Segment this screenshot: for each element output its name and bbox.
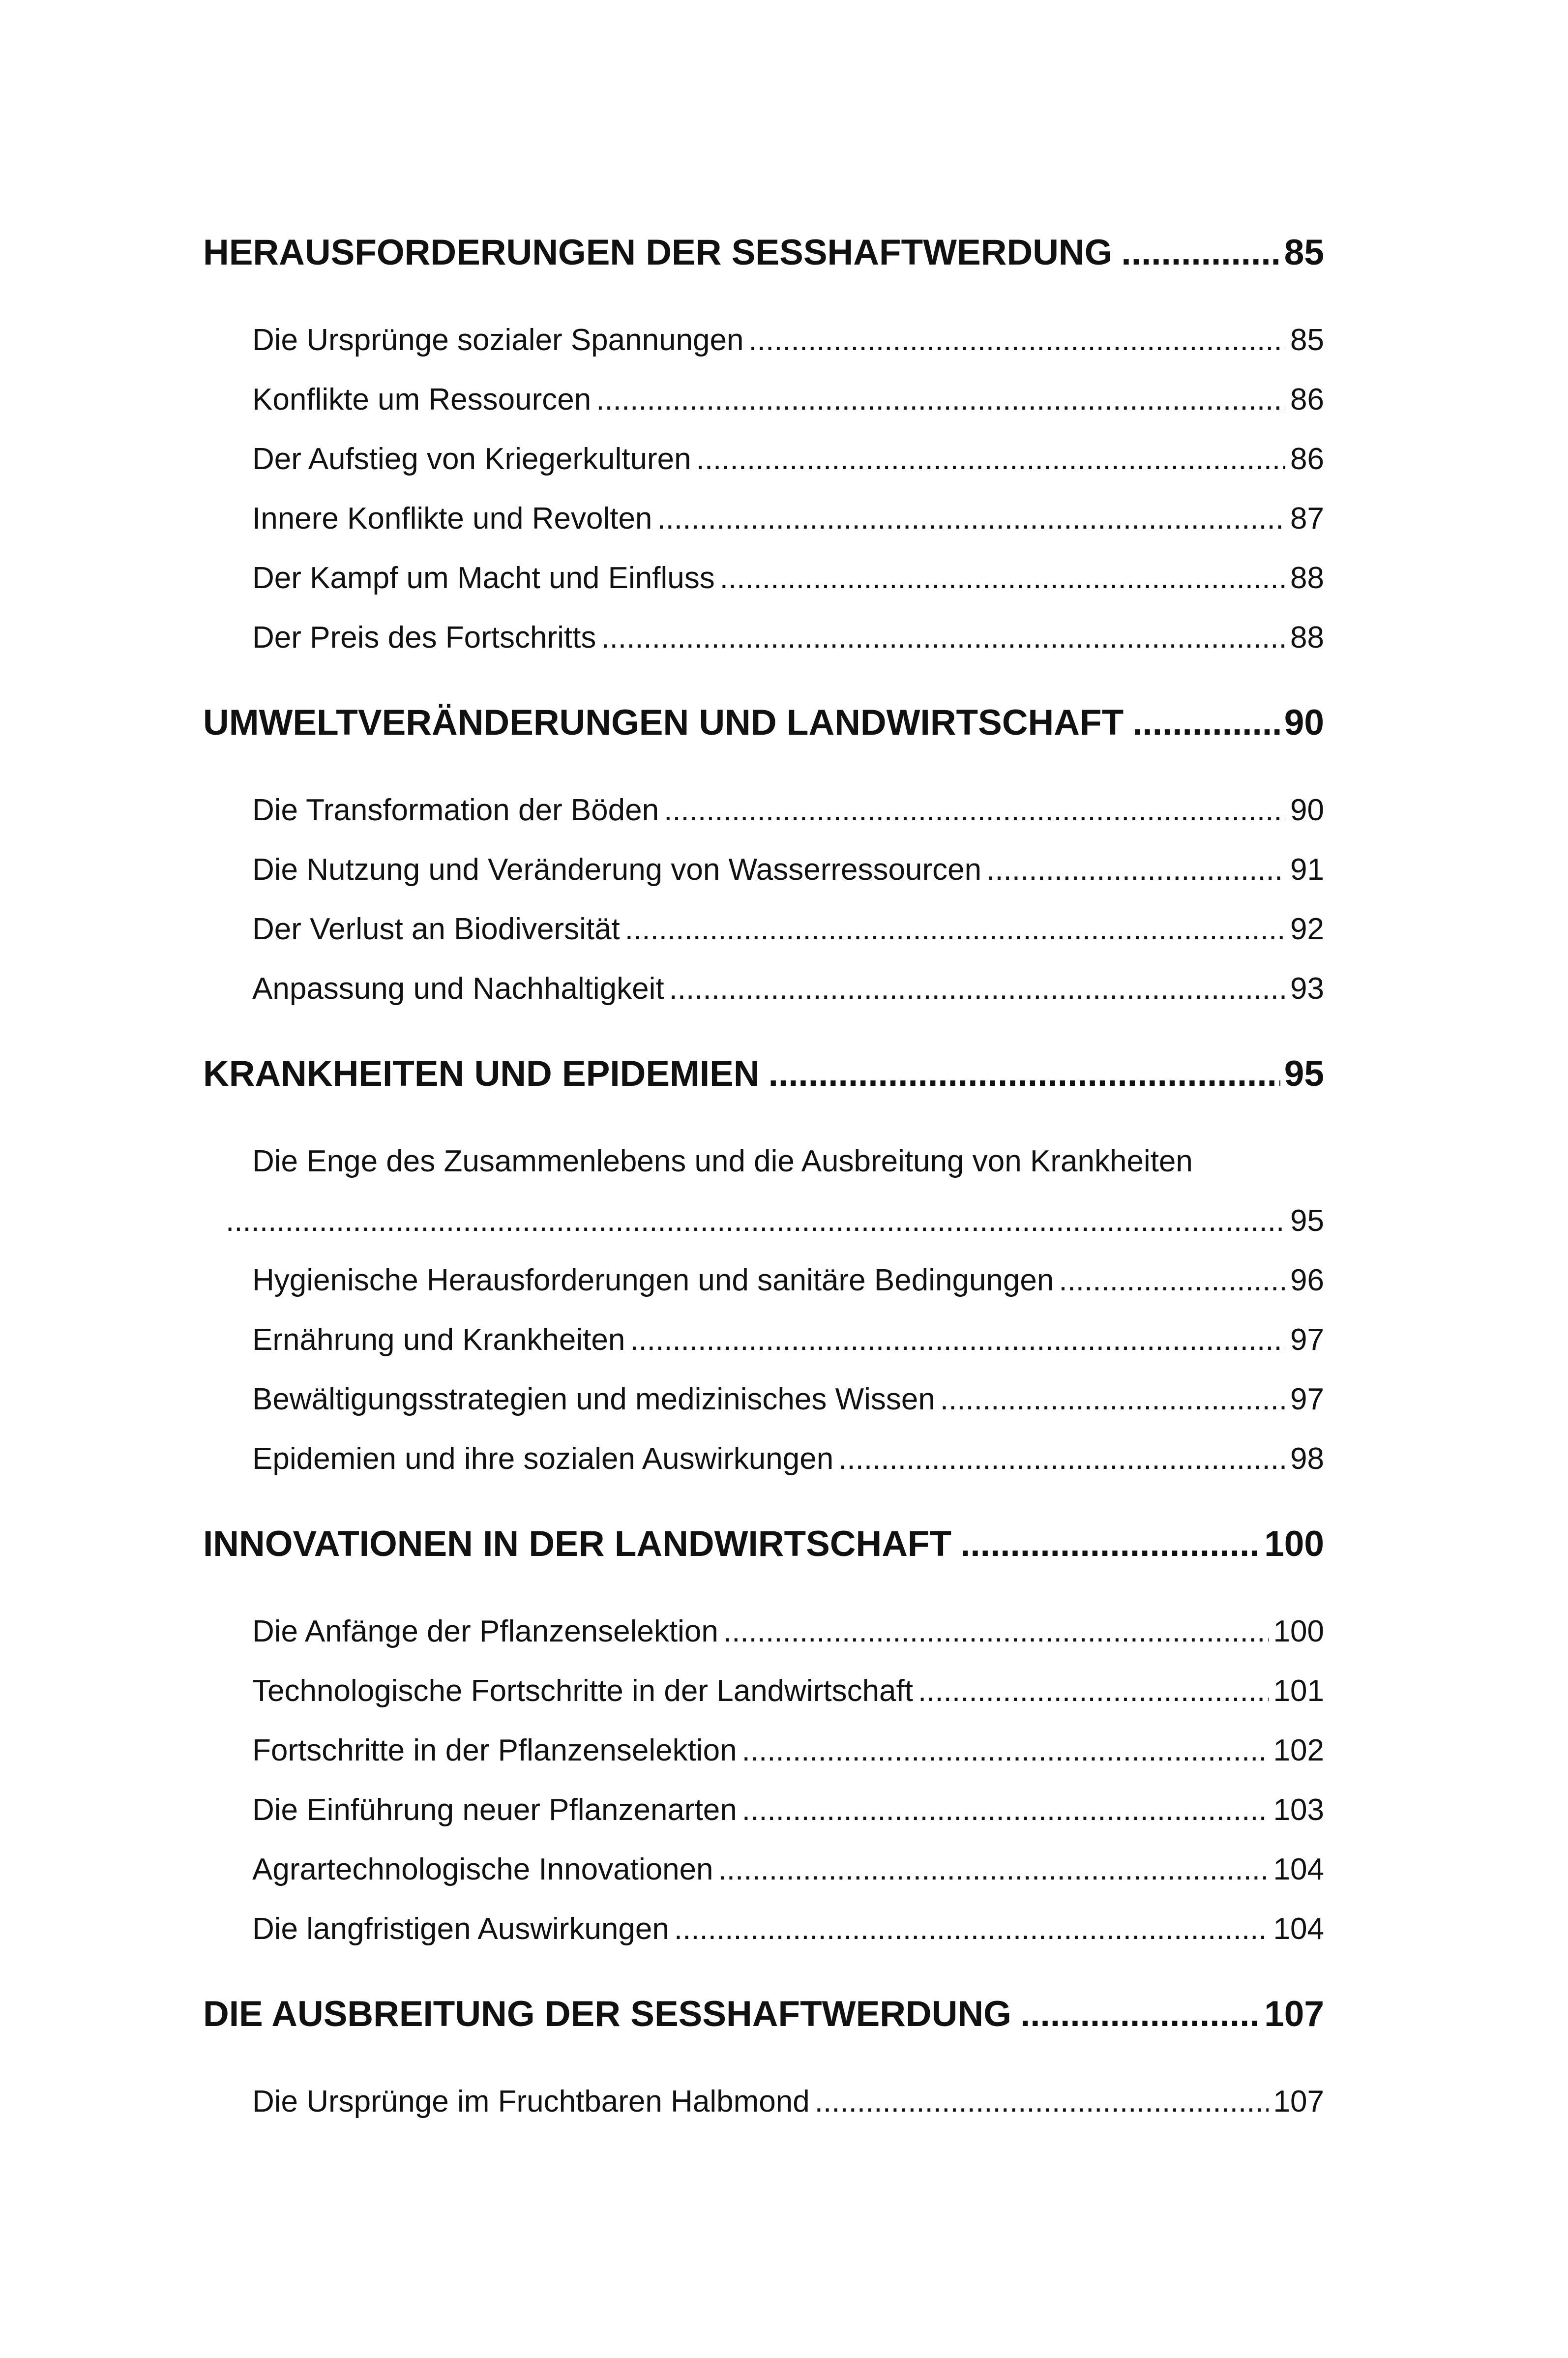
section-title: Die Transformation der Böden <box>252 793 659 827</box>
dot-leader <box>986 852 1285 887</box>
chapter-title: KRANKHEITEN UND EPIDEMIEN <box>203 1054 760 1094</box>
section-page-number: 104 <box>1273 1912 1324 1946</box>
dot-leader <box>226 1203 1285 1238</box>
section-page-number: 88 <box>1290 621 1324 655</box>
dot-leader <box>940 1382 1285 1417</box>
dot-leader <box>1059 1263 1285 1298</box>
section-title: Epidemien und ihre sozialen Auswirkungen <box>252 1442 834 1476</box>
dot-leader <box>696 442 1285 477</box>
dot-leader <box>1020 1994 1260 2034</box>
toc-section[interactable] <box>252 442 1324 477</box>
chapter-page-number: 85 <box>1284 233 1324 272</box>
section-page-number: 101 <box>1273 1674 1324 1708</box>
section-title: Agrartechnologische Innovationen <box>252 1852 713 1886</box>
section-page-number: 98 <box>1290 1442 1324 1476</box>
toc-section-continuation[interactable] <box>226 1203 1324 1238</box>
section-page-number: 86 <box>1290 383 1324 417</box>
section-title: Die Anfänge der Pflanzenselektion <box>252 1614 718 1648</box>
chapter-page-number: 90 <box>1284 703 1324 743</box>
section-page-number: 104 <box>1273 1852 1324 1886</box>
section-title: Der Kampf um Macht und Einfluss <box>252 561 715 595</box>
section-title: Innere Konflikte und Revolten <box>252 502 652 536</box>
section-title: Die Enge des Zusammenlebens und die Ausbreitung von Krankheiten <box>252 1144 1193 1178</box>
toc-section[interactable] <box>252 793 1324 828</box>
chapter-title: DIE AUSBREITUNG DER SESSHAFTWERDUNG <box>203 1994 1011 2034</box>
section-title: Bewältigungsstrategien und medizinisches Wissen <box>252 1382 935 1416</box>
dot-leader <box>1132 702 1280 743</box>
toc-section[interactable] <box>252 1441 1324 1476</box>
dot-leader <box>674 1911 1269 1946</box>
section-page-number: 91 <box>1290 853 1324 887</box>
toc-section[interactable] <box>252 1911 1324 1946</box>
section-page-number: 100 <box>1273 1614 1324 1648</box>
toc-section[interactable] <box>252 1382 1324 1417</box>
toc-section[interactable] <box>252 852 1324 887</box>
section-title: Technologische Fortschritte in der Landwirtschaft <box>252 1674 913 1708</box>
toc-section[interactable] <box>252 1852 1324 1887</box>
toc-section[interactable] <box>252 1263 1324 1298</box>
chapter-title: UMWELTVERÄNDERUNGEN UND LANDWIRTSCHAFT <box>203 703 1124 743</box>
section-page-number: 86 <box>1290 442 1324 476</box>
section-title: Hygienische Herausforderungen und sanitäre Bedingungen <box>252 1263 1054 1297</box>
section-page-number: 97 <box>1290 1382 1324 1416</box>
toc-chapter-5[interactable] <box>203 1994 1324 2034</box>
section-page-number: 96 <box>1290 1263 1324 1297</box>
section-title: Die langfristigen Auswirkungen <box>252 1912 669 1946</box>
dot-leader <box>769 1053 1280 1094</box>
toc-section[interactable] <box>252 971 1324 1006</box>
section-page-number: 88 <box>1290 561 1324 595</box>
section-page-number: 87 <box>1290 502 1324 536</box>
section-title: Fortschritte in der Pflanzenselektion <box>252 1733 737 1767</box>
dot-leader <box>960 1523 1260 1564</box>
toc-section[interactable] <box>252 561 1324 596</box>
section-page-number: 97 <box>1290 1323 1324 1357</box>
dot-leader <box>718 1852 1269 1887</box>
dot-leader <box>918 1673 1269 1708</box>
toc-section[interactable] <box>252 1792 1324 1827</box>
toc-section-wrapped[interactable] <box>252 1144 1324 1179</box>
section-page-number: 102 <box>1273 1733 1324 1767</box>
section-page-number: 103 <box>1273 1793 1324 1827</box>
chapter-title: HERAUSFORDERUNGEN DER SESSHAFTWERDUNG <box>203 233 1113 272</box>
dot-leader <box>664 793 1285 828</box>
toc-section[interactable] <box>252 323 1324 358</box>
section-title: Der Preis des Fortschritts <box>252 621 596 655</box>
toc-chapter-2[interactable] <box>203 702 1324 743</box>
dot-leader <box>723 1614 1269 1649</box>
chapter-page-number: 107 <box>1264 1994 1324 2034</box>
toc-section[interactable] <box>252 1322 1324 1357</box>
toc-chapter-3[interactable] <box>203 1053 1324 1094</box>
section-page-number: 85 <box>1290 323 1324 357</box>
toc-section[interactable] <box>252 501 1324 536</box>
section-page-number: 92 <box>1290 912 1324 946</box>
section-title: Der Verlust an Biodiversität <box>252 912 620 946</box>
dot-leader <box>749 323 1286 358</box>
toc-chapter-4[interactable] <box>203 1523 1324 1564</box>
dot-leader <box>720 561 1285 596</box>
toc-section[interactable] <box>252 382 1324 417</box>
dot-leader <box>838 1441 1285 1476</box>
section-page-number: 95 <box>1290 1204 1324 1238</box>
dot-leader <box>742 1733 1269 1768</box>
toc-chapter-1[interactable] <box>203 232 1324 273</box>
dot-leader <box>596 382 1285 417</box>
section-title: Die Nutzung und Veränderung von Wasserressourcen <box>252 853 982 887</box>
dot-leader <box>601 620 1285 655</box>
section-title: Ernährung und Krankheiten <box>252 1323 625 1357</box>
dot-leader <box>625 912 1285 947</box>
section-title: Die Ursprünge im Fruchtbaren Halbmond <box>252 2085 810 2119</box>
toc-section[interactable] <box>252 2084 1324 2119</box>
chapter-page-number: 95 <box>1284 1054 1324 1094</box>
section-page-number: 107 <box>1273 2085 1324 2119</box>
toc-section[interactable] <box>252 912 1324 947</box>
dot-leader <box>630 1322 1285 1357</box>
toc-section[interactable] <box>252 1673 1324 1708</box>
dot-leader <box>815 2084 1269 2119</box>
dot-leader <box>1121 232 1280 273</box>
section-title: Die Einführung neuer Pflanzenarten <box>252 1793 737 1827</box>
dot-leader <box>657 501 1285 536</box>
section-page-number: 93 <box>1290 972 1324 1006</box>
section-title: Die Ursprünge sozialer Spannungen <box>252 323 744 357</box>
toc-section[interactable] <box>252 620 1324 655</box>
chapter-page-number: 100 <box>1264 1524 1324 1564</box>
section-title: Der Aufstieg von Kriegerkulturen <box>252 442 691 476</box>
section-page-number: 90 <box>1290 793 1324 827</box>
section-title: Konflikte um Ressourcen <box>252 383 592 417</box>
toc-section[interactable] <box>252 1733 1324 1768</box>
section-title: Anpassung und Nachhaltigkeit <box>252 972 664 1006</box>
dot-leader <box>742 1792 1269 1827</box>
dot-leader <box>669 971 1285 1006</box>
chapter-title: INNOVATIONEN IN DER LANDWIRTSCHAFT <box>203 1524 952 1564</box>
toc-section[interactable] <box>252 1614 1324 1649</box>
